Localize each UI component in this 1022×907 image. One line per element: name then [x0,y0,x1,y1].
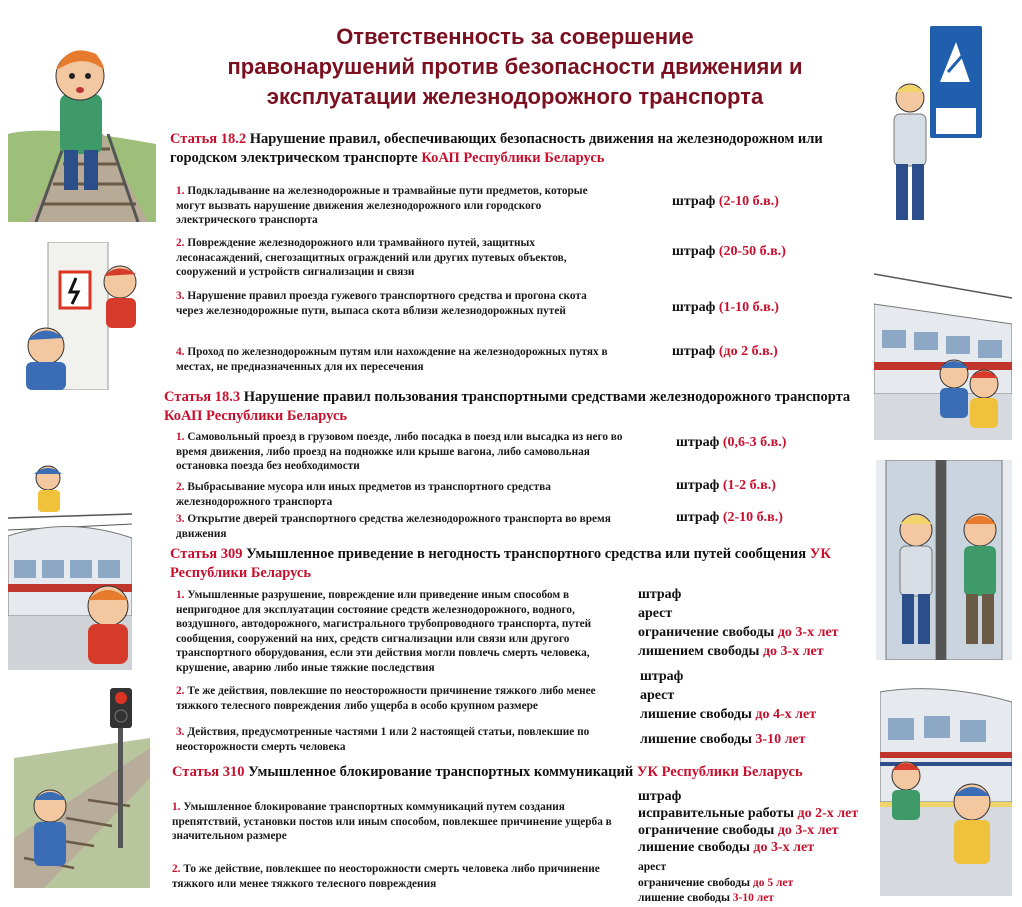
list-item [176,184,606,228]
item-text: Умышленное блокирование транспортных коммуникаций путем создания препятствий, установки постов или иным способом, повлекшее причинение ущерба в значительном размере [172,801,612,843]
penalty-label: арест [638,606,673,621]
list-item [176,289,616,318]
article-text: Нарушение правил пользования транспортными средствами железнодорожного транспорта [243,389,851,405]
penalty-label: штраф [672,244,716,259]
penalty-list [638,585,839,661]
penalty-value: до 3-х лет [753,840,815,855]
penalty-label: лишение свободы [640,707,752,722]
item-text: Те же действия, повлекшие по неосторожности причинение тяжкого либо менее тяжкого телесного повреждения либо ущерба в особо крупном размере [176,685,596,712]
penalty-value: 3-10 лет [755,732,806,747]
penalty-label: арест [640,688,675,703]
penalty-label: штраф [672,300,716,315]
penalty [672,298,779,317]
article-law: КоАП Республики Беларусь [164,408,348,424]
penalty-value: (1-10 б.в.) [718,300,779,315]
item-text: Повреждение железнодорожного или трамвайного путей, защитных лесонасаждений, снегозащитных ограждений или других путевых объектов, сооружений и устройств сигнализации и связи [176,237,567,279]
item-number: 3. [176,513,185,525]
penalty [640,730,806,749]
article-310-heading [172,763,872,782]
item-number: 3. [176,290,185,302]
title-line-2: правонарушений против безопасности движенияи и [227,54,803,79]
article-text: Умышленное блокирование транспортных коммуникаций [248,764,634,780]
article-number: Статья 310 [172,764,245,780]
item-number: 1. [176,185,185,197]
penalty [676,476,776,495]
item-text: Самовольный проезд в грузовом поезде, либо посадка в поезд или высадка из него во время движения, либо проезд на подножке или крыше вагона, либо самовольная остановка поезда без необходимости [176,431,623,473]
penalty [676,508,783,527]
list-item [176,588,620,676]
item-text: Нарушение правил проезда гужевого транспортного средства и прогона скота через железнодорожные пути, выпаса скота вблизи железнодорожных путей [176,290,587,317]
penalty-label: ограничение свободы [638,823,775,838]
article-number: Статья 309 [170,546,243,562]
list-item [176,725,626,754]
article-law: УК Республики Беларусь [636,764,803,780]
item-number: 2. [176,237,185,249]
penalty-value: (1-2 б.в.) [722,478,776,493]
list-item [176,512,626,541]
article-law: КоАП Республики Беларусь [421,150,605,166]
illustration-boy-on-tracks [8,14,156,222]
item-number: 1. [172,801,181,813]
sign-text [936,110,976,126]
penalty-label: исправительные работы [638,806,795,821]
item-text: Выбрасывание мусора или иных предметов из транспортного средства железнодорожного транспорта [176,481,551,508]
penalty-label: лишение свободы [640,732,752,747]
penalty-value: (20-50 б.в.) [718,244,786,259]
penalty-label: лишение свободы [638,840,750,855]
penalty-label: штраф [676,510,720,525]
penalty-label: ограничение свободы [638,876,750,889]
list-item [176,480,616,509]
item-text: Открытие дверей транспортного средства железнодорожного транспорта во время движения [176,513,611,540]
penalty-label: штраф [672,344,716,359]
list-item [176,430,626,474]
item-text: То же действие, повлекшее по неосторожности смерть человека либо причинение тяжкого или менее тяжкого телесного повреждения [172,863,600,890]
article-309-heading [170,545,874,583]
penalty-list [638,860,793,907]
penalty-value: (2-10 б.в.) [722,510,783,525]
penalty-label: штраф [676,435,720,450]
penalty-list [638,788,858,856]
illustration-signal-and-tracks [14,688,150,888]
list-item [172,800,612,844]
penalty-value: до 3-х лет [777,823,839,838]
penalty-label: арест [638,861,667,873]
list-item [176,345,626,374]
illustration-kids-near-pole [8,242,148,390]
article-18-3-heading [164,388,864,426]
penalty-value: (2-10 б.в.) [718,194,779,209]
penalty-value: (до 2 б.в.) [718,344,778,359]
article-text: Нарушение правил, обеспечивающих безопасность движения на железнодорожном или городском электрическом транспорте [170,131,823,166]
penalty-value: 3-10 лет [732,892,774,904]
penalty-value: до 5 лет [752,876,794,889]
penalty [672,242,786,261]
penalty-label: лишением свободы [638,644,760,659]
title-line-1: Ответственность за совершение [336,24,694,49]
item-number: 2. [176,685,185,697]
illustration-kids-near-train [874,244,1012,440]
item-number: 1. [176,589,185,601]
item-number: 4. [176,346,185,358]
item-number: 3. [176,726,185,738]
illustration-kids-on-platform [880,682,1012,896]
penalty-label: лишение свободы [638,892,730,904]
item-number: 2. [176,481,185,493]
item-text: Умышленные разрушение, повреждение или приведение иным способом в непригодное для эксплуатации состояние средств железнодорожного, водного, воздушного, автодорожного, магистрального трубопроводного транспорта, путей сообщения, сооружений на них, средств сигнализации или связи или другого транспортного оборудования, если эти действия могли повлечь смерть человека, крушение, аварию либо иные тяжкие последствия [176,589,592,674]
item-text: Подкладывание на железнодорожные и трамвайные пути предметов, которые могут вызвать нарушение движения железнодорожного или городского электрического транспорта [176,185,588,227]
penalty-value: до 3-х лет [777,625,839,640]
penalty [672,342,778,361]
penalty-value: до 3-х лет [762,644,824,659]
penalty [676,433,786,452]
penalty-label: штраф [676,478,720,493]
article-text: Умышленное приведение в негодность транспортного средства или путей сообщения [246,546,807,562]
penalty-label: штраф [672,194,716,209]
penalty-label: ограничение свободы [638,625,775,640]
item-number: 2. [172,863,181,875]
sign-text-line-1: ПЕРЕХОД [940,110,972,117]
list-item [176,236,616,280]
list-item [176,684,616,713]
penalty-label: штраф [640,669,684,684]
penalty-list [640,667,816,724]
item-text: Действия, предусмотренные частями 1 или 2 настоящей статьи, повлекшие по неосторожности смерть человека [176,726,590,753]
penalty-label: штраф [638,789,682,804]
penalty-value: (0,6-3 б.в.) [722,435,787,450]
illustration-boy-on-train-roof [8,456,132,670]
article-18-2-heading [170,130,870,168]
article-law: УК Республики Беларусь [170,546,831,581]
penalty-value: до 4-х лет [755,707,817,722]
penalty-value: до 2-х лет [797,806,859,821]
article-number: Статья 18.3 [164,389,241,405]
page-title [170,22,860,112]
illustration-boys-at-train-door [876,460,1012,660]
penalty [672,192,779,211]
list-item [172,862,612,891]
article-number: Статья 18.2 [170,131,247,147]
title-line-3: эксплуатации железнодорожного транспорта [266,84,764,109]
sign-text-line-2: ПО МОСТУ [937,118,975,125]
item-text: Проход по железнодорожным путям или нахождение на железнодорожных путях в местах, не предназначенных для их пересечения [176,346,608,373]
item-number: 1. [176,431,185,443]
penalty-label: штраф [638,587,682,602]
